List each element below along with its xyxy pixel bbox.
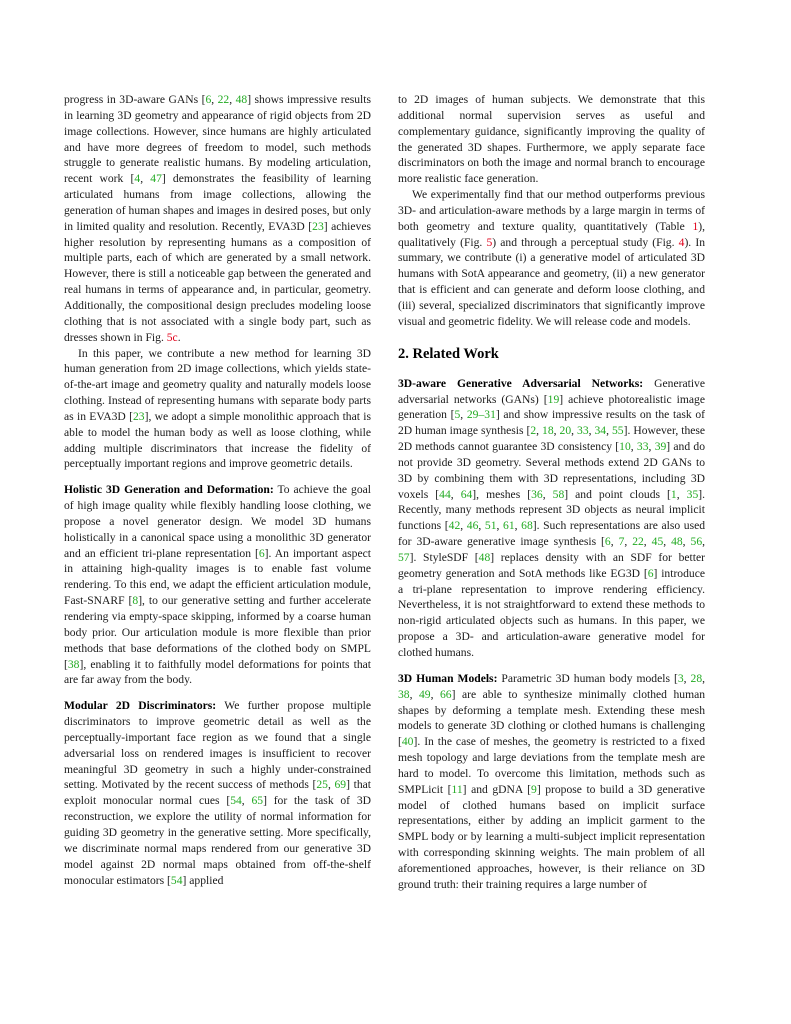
citation-link[interactable]: 28 <box>690 671 703 685</box>
citation-link[interactable]: 68 <box>521 519 533 533</box>
left-paragraph-4 <box>64 698 371 888</box>
right-paragraph-1: to 2D images of human subjects. We demonstrate that this additional normal supervision serves as useful and complementary guidance, significantly improving the quality of the generated 3D shapes. Furthermore, we apply separate face discriminators on both the image and normal branch to encourage more realistic face generation. <box>398 93 705 186</box>
citation-link[interactable]: 36 <box>531 487 543 501</box>
citation-link[interactable]: 66 <box>440 687 452 701</box>
left-paragraph-1: progress in 3D-aware GANs [6, 22, 48] shows impressive results in learning 3D geometry and appearance of rigid objects from 2D image collections. However, since humans are highly articulated and have more degrees of freedom to model, such methods struggle to generate realistic humans. By modeling articulation, recent work [4, 47] demonstrates the feasibility of learning articulated humans from image collections, allowing the generation of human shapes and images in desired poses, but only in limited quality and resolution. Recently, EVA3D [23] achieves higher resolution by representing humans as a composition of multiple parts, each of which are generated by a small network. However, there is still a noticeable gap between the generated and real humans in terms of appearance and, in particular, geometry. Additionally, the compositional design precludes modeling loose clothing that is not associated with a single body part, such as dresses shown in Fig. 5c. <box>64 93 372 344</box>
citation-link[interactable]: 10 <box>619 440 631 454</box>
citation-link[interactable]: 2 <box>530 424 537 438</box>
right-paragraph-3 <box>398 376 705 661</box>
citation-link[interactable]: 61 <box>503 519 515 533</box>
citation-link[interactable]: 35 <box>686 487 699 501</box>
citation-link[interactable]: 56 <box>690 535 703 549</box>
citation-link[interactable]: 38 <box>67 657 80 671</box>
citation-link[interactable]: 11 <box>451 782 463 796</box>
citation-link[interactable]: 23 <box>312 219 324 233</box>
citation-link[interactable]: 47 <box>150 172 162 186</box>
left-paragraph-3-body: To achieve the goal of high image quality while flexibly handling loose clothing, we propose a novel generator design. We model 3D humans holistically in a canonical space using a monolithic 3D generator and an efficient tri-plane representation [6]. An important aspect in attaining high-quality images is to enable fast volume rendering. To this end, we adapt the efficient articulation module, Fast-SNARF [8], to our generative setting and further accelerate rendering via empty-space skipping, informed by a coarse human body prior. Our articulation module is more flexible than prior methods that base deformations of the clothed body on SMPL [38], enabling it to faithfully model deformations for points that are far away from the body. <box>64 483 371 687</box>
right-paragraph-3-body: Generative adversarial networks (GANs) [19] achieve photorealistic image generation [5, 29–31] and show impressive results on the task of 2D human image synthesis [2, 18, 20, 33, 34, 55]. However, these 2D methods cannot guarantee 3D consistency [10, 33, 39] and do not provide 3D geometry. Several methods extend 2D GANs to 3D by combining them with 3D representations, including 3D voxels [44, 64], meshes [36, 58] and point clouds [1, 35]. Recently, many methods represent 3D objects as neural implicit functions [42, 46, 51, 61, 68]. Such representations are also used for 3D-aware generative image synthesis [6, 7, 22, 45, 48, 56, 57]. StyleSDF [48] replaces density with an SDF for better geometry generation and SotA methods like EG3D [6] introduce a tri-plane representation to improve rendering efficiency. Nevertheless, it is not straightforward to extend these methods to non-rigid articulated objects such as humans. In this paper, we propose a 3D- and articulation-aware generative model for clothed humans. <box>398 376 706 659</box>
citation-link[interactable]: 45 <box>651 535 664 549</box>
citation-link[interactable]: 4 <box>134 172 141 186</box>
run-in-heading-modular: Modular 2D Discriminators: <box>64 699 217 713</box>
left-paragraph-2: In this paper, we contribute a new method for learning 3D human generation from 2D image collections, which yields state-of-the-art image and geometry quality and naturally models loose clothing. Instead of representing humans with separate body parts as in EVA3D [23], we adopt a simple monolithic approach that is able to model the human body as well as loose clothing, while adding multiple discriminators that increase the fidelity of perceptually important regions and improve geometric details. <box>64 346 372 471</box>
right-paragraph-4-body: Parametric 3D human body models [3, 28, 38, 49, 66] are able to synthesize minimally clothed human shapes by deforming a template mesh. Extending these mesh models to generate 3D clothing or clothed humans is challenging [40]. In the case of meshes, the geometry is restricted to a fixed mesh topology and large deviations from the template mesh are hard to model. To overcome this limitation, methods such as SMPLicit [11] and gDNA [9] propose to build a 3D generative model of clothed humans based on implicit surface representations, either by adding an implicit garment to the SMPL body or by learning a multi-subject implicit representation with corresponding skinning weights. The main problem of all aforementioned approaches, however, is their reliance on 3D ground truth: their training requires a large number of <box>398 671 706 891</box>
left-paragraph-4-body: We further propose multiple discriminators to improve geometric detail as well as the perceptually-important face region as we found that a single adversarial loss on rendered images is insufficient to recover meaningful 3D geometry in such a highly under-constrained setting. Motivated by the recent success of methods [25, 69] that exploit monocular normal cues [54, 65] for the task of 3D reconstruction, we explore the utility of normal information for guiding 3D geometry in the generative setting. More specifically, we discriminate normal maps rendered from our generative 3D model against 2D normal maps obtained from off-the-shelf monocular estimators [54] applied <box>64 699 371 887</box>
citation-link[interactable]: 5 <box>454 408 461 422</box>
citation-link[interactable]: 25 <box>316 778 328 792</box>
citation-link[interactable]: 6 <box>604 535 611 549</box>
left-column <box>64 92 371 888</box>
citation-link[interactable]: 8 <box>132 594 139 608</box>
citation-link[interactable]: 48 <box>671 535 683 549</box>
citation-link[interactable]: 19 <box>547 392 560 406</box>
citation-link[interactable]: 49 <box>419 687 431 701</box>
citation-link[interactable]: 51 <box>484 519 497 533</box>
citation-link[interactable]: 54 <box>230 794 242 808</box>
citation-link[interactable]: 69 <box>334 778 347 792</box>
right-paragraph-4 <box>398 671 705 893</box>
section-heading-related-work: 2. Related Work <box>398 345 499 362</box>
citation-link[interactable]: 65 <box>251 794 264 808</box>
left-paragraph-3 <box>64 482 371 688</box>
citation-link[interactable]: 54 <box>170 873 183 887</box>
citation-link[interactable]: 34 <box>594 424 607 438</box>
citation-link[interactable]: 64 <box>460 487 473 501</box>
citation-link[interactable]: 55 <box>611 424 624 438</box>
right-column <box>398 92 705 893</box>
citation-link[interactable]: 48 <box>235 93 248 106</box>
citation-link[interactable]: 46 <box>466 519 479 533</box>
run-in-heading-3d-human-models: 3D Human Models: <box>398 671 498 685</box>
citation-link[interactable]: 22 <box>632 535 644 549</box>
right-paragraph-2: We experimentally find that our method outperforms previous 3D- and articulation-aware methods by a large margin in terms of both geometry and texture quality, quantitatively (Table 1), qualitatively (Fig. 5) and through a perceptual study (Fig. 4). In summary, we contribute (i) a generative model of articulated 3D humans with SotA appearance and geometry, (ii) a new generator that is efficient and can generate and deform loose clothing, and (iii) several, specialized discriminators that significantly improve visual and geometric fidelity. We will release code and models. <box>398 188 705 328</box>
figure-reference-link[interactable]: 1 <box>692 219 699 233</box>
citation-link[interactable]: 57 <box>398 550 410 564</box>
citation-link[interactable]: 40 <box>401 735 414 749</box>
citation-link[interactable]: 33 <box>636 440 649 454</box>
citation-link[interactable]: 1 <box>670 487 677 501</box>
citation-link[interactable]: 44 <box>439 487 451 501</box>
citation-link[interactable]: 6 <box>647 566 654 580</box>
run-in-heading-holistic: Holistic 3D Generation and Deformation: <box>64 483 274 497</box>
citation-link[interactable]: 29–31 <box>466 408 496 422</box>
citation-link[interactable]: 6 <box>205 93 212 106</box>
citation-link[interactable]: 7 <box>618 535 625 549</box>
citation-link[interactable]: 18 <box>542 424 554 438</box>
citation-link[interactable]: 58 <box>552 487 565 501</box>
citation-link[interactable]: 42 <box>448 519 461 533</box>
citation-link[interactable]: 33 <box>577 424 589 438</box>
figure-reference-link[interactable]: 4 <box>678 235 685 249</box>
citation-link[interactable]: 9 <box>531 782 537 796</box>
run-in-heading-3d-aware-gans: 3D-aware Generative Adversarial Networks: <box>398 376 644 390</box>
citation-link[interactable]: 23 <box>132 409 145 423</box>
citation-link[interactable]: 22 <box>217 93 230 106</box>
figure-reference-link[interactable]: 5 <box>486 235 493 249</box>
citation-link[interactable]: 20 <box>559 424 572 438</box>
citation-link[interactable]: 3 <box>677 671 684 685</box>
figure-reference-link[interactable]: 5c <box>166 330 178 344</box>
citation-link[interactable]: 38 <box>398 687 410 701</box>
citation-link[interactable]: 48 <box>478 550 491 564</box>
citation-link[interactable]: 39 <box>654 440 667 454</box>
citation-link[interactable]: 6 <box>258 546 265 560</box>
